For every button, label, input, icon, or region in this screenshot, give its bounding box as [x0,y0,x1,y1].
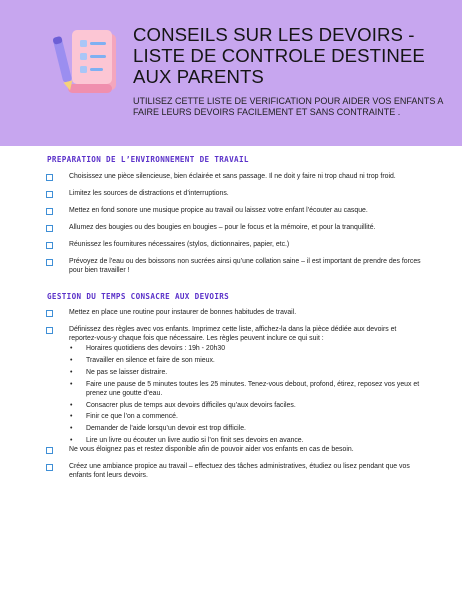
section-title-time-management: GESTION DU TEMPS CONSACRE AUX DEVOIRS [47,292,230,301]
checkbox-icon[interactable] [46,447,53,454]
checklist-item-text: Choisissez une pièce silencieuse, bien éclairée et sans passage. Il ne doit y faire ni trop chaud ni trop froid. [69,173,396,180]
bullet-icon: • [70,380,73,388]
checklist-item [45,173,425,182]
checkbox-icon[interactable] [46,464,53,471]
checklist-item-text: Allumez des bougies ou des bougies en bougies – pour le focus et la mémoire, et pour la tranquillité. [69,224,376,232]
bullet-icon: • [70,345,73,353]
checklist-item [45,463,425,481]
rule-text: Faire une pause de 5 minutes toutes les 25 minutes. Tenez-vous debout, profond, étirez, reposez vos yeux et prenez une goutte d’eau. [86,380,420,397]
rule-text: Travailler en silence et faire de son mieux. [86,357,215,365]
checklist-item-text: Créez une ambiance propice au travail – effectuez des tâches administratives, étudiez ou lisez pendant que vos enfants font leurs devoirs. [69,463,410,480]
rule-item [69,357,425,366]
section-title-preparation: PREPARATION DE L’ENVIRONNEMENT DE TRAVAIL [47,155,249,164]
checklist-item-text: Réunissez les fournitures nécessaires (stylos, dictionnaires, papier, etc.) [69,241,290,249]
rules-list [69,345,425,445]
checkbox-icon[interactable] [46,310,53,317]
checklist-item [45,258,425,276]
bullet-icon: • [70,357,73,365]
checkbox-icon[interactable] [46,327,53,334]
checklist-item-text: Prévoyez de l’eau ou des boissons non sucrées ainsi qu’une collation saine – il est important de prendre des forces pour bien travailler ! [69,258,421,275]
checklist-item [45,207,425,216]
checklist-item-text: Mettez en place une routine pour instaurer de bonnes habitudes de travail. [69,309,297,316]
checkbox-icon[interactable] [46,242,53,249]
checkbox-icon[interactable] [46,191,53,198]
bullet-icon: • [70,425,73,433]
checklist-preparation [45,173,425,284]
rule-item [69,381,425,399]
rule-text: Horaires quotidiens des devoirs : 19h - 20h30 [86,345,226,353]
checklist-item-text: Définissez des règles avec vos enfants. Imprimez cette liste, affichez-la dans la pièce dédiée aux devoirs et reportez-vous-y chaque fois que nécessaire. Les règles peuvent inclure ce qui suit : [69,326,397,342]
rule-item [69,345,425,354]
page-subtitle: UTILISEZ CETTE LISTE DE VERIFICATION POUR AIDER VOS ENFANTS A FAIRE LEURS DEVOIRS FACILEMENT ET SANS CONTRAINTE . [133,96,443,118]
checklist-item [45,326,425,446]
checklist-item [45,446,425,455]
checkbox-icon[interactable] [46,259,53,266]
checklist-item [45,309,425,318]
checklist-item-text: Limitez les sources de distractions et d’interruptions. [69,190,229,198]
checklist-item [45,190,425,199]
rule-item [69,369,425,378]
rule-text: Lire un livre ou écouter un livre audio si l’on finit ses devoirs en avance. [86,436,304,444]
rule-text: Ne pas se laisser distraire. [86,369,168,376]
checklist-item-text: Ne vous éloignez pas et restez disponible afin de pouvoir aider vos enfants en cas de besoin. [69,446,354,454]
checklist-item [45,224,425,233]
checklist-item-text: Mettez en fond sonore une musique propice au travail ou laissez votre enfant l’écouter au casque. [69,207,368,215]
page-title: CONSEILS SUR LES DEVOIRS - LISTE DE CONTROLE DESTINEE AUX PARENTS [133,24,425,87]
bullet-icon: • [70,369,73,376]
rule-text: Consacrer plus de temps aux devoirs difficiles qu’aux devoirs faciles. [86,401,296,409]
checklist-scroll-icon [52,26,124,98]
rule-item [69,413,425,422]
bullet-icon: • [70,401,73,409]
bullet-icon: • [70,436,73,444]
checkbox-icon[interactable] [46,208,53,215]
checklist-item [45,241,425,250]
bullet-icon: • [70,413,73,421]
rule-text: Finir ce que l’on a commencé. [86,413,178,421]
checkbox-icon[interactable] [46,174,53,181]
rule-text: Demander de l’aide lorsqu’un devoir est trop difficile. [86,425,246,433]
rule-item [69,402,425,411]
checkbox-icon[interactable] [46,225,53,232]
header-banner [0,0,462,146]
checklist-time-management [45,309,425,489]
rule-item [69,437,425,446]
rule-item [69,425,425,434]
